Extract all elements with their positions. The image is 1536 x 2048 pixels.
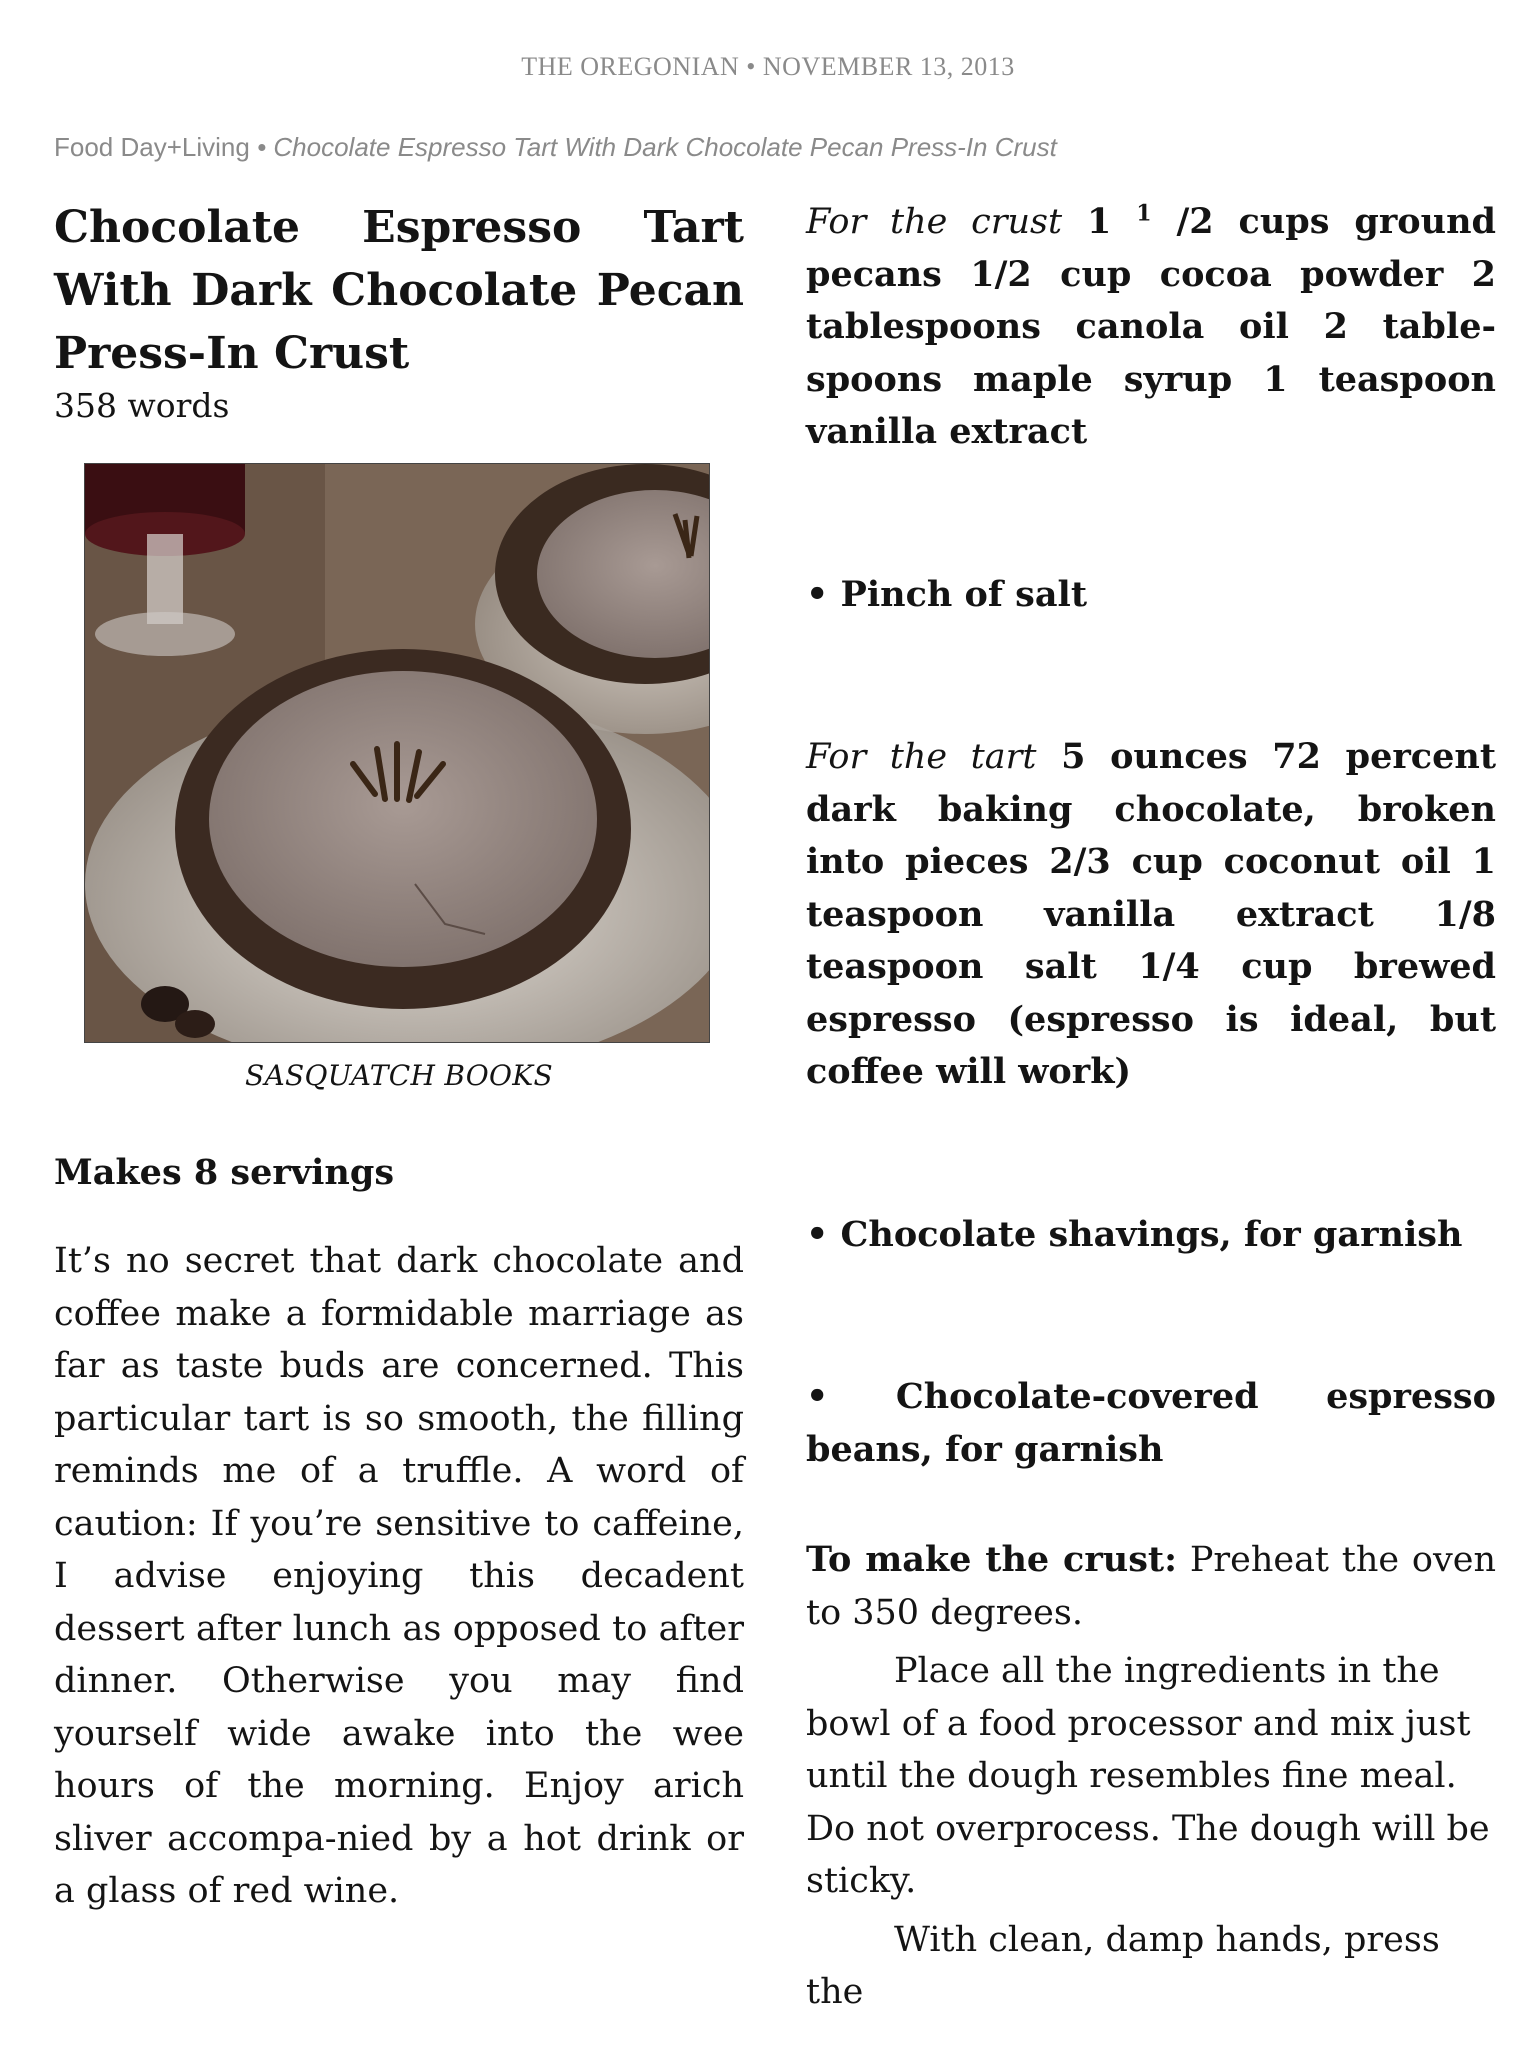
crust-step-1 [806, 1534, 1496, 1639]
garnish-beans: • Chocolate-covered espresso beans, for garnish [806, 1376, 1496, 1470]
crust-sup: 1 [1136, 200, 1152, 227]
tart-photo [84, 463, 710, 1043]
ingredient-pinch-salt: • Pinch of salt [806, 573, 1087, 615]
word-count: 358 words [54, 386, 230, 425]
article-title: Chocolate Espresso Tart With Dark Chocolate Pecan Press-In Crust [54, 202, 744, 379]
breadcrumb-section-link[interactable]: Food Day+Living [54, 132, 250, 162]
tart-ingredients-label: For the tart [806, 737, 1037, 777]
intro-paragraph: It’s no secret that dark chocolate and coffee make a formidable marriage as far as taste buds are concerned. This particular tart is so smooth, the filling reminds me of a truffle. A word of caution: If you’re sensitive to caffeine, I advise enjoying this decadent dessert after lunch as opposed to after dinner. Otherwise you may find yourself wide awake into the wee hours of the morning. Enjoy arich sliver accompa-nied by a hot drink or a glass of red wine. [54, 1241, 744, 1911]
garnish-shavings: • Chocolate shavings, for garnish [806, 1213, 1463, 1255]
tart-illustration [85, 464, 710, 1043]
crust-first-quantity: 1 [1087, 201, 1112, 242]
crust-step-3: With clean, damp hands, press the [806, 1919, 1440, 2012]
tart-ingredients-text: 5 ounces 72 percent dark baking chocolate, broken into pieces 2/3 cup coconut oil 1 teaspoon vanilla extract 1/8 teaspoon salt 1/4 cup brewed espresso (espresso is ideal, but coffee will work) [806, 736, 1496, 1092]
crust-step-1-text: Preheat the oven to 350 degrees. [806, 1540, 1496, 1633]
tart-ingredients [806, 731, 1496, 1099]
masthead: THE OREGONIAN • NOVEMBER 13, 2013 [521, 52, 1015, 81]
photo-caption: SASQUATCH BOOKS [245, 1059, 553, 1092]
breadcrumb-article-title: • Chocolate Espresso Tart With Dark Chocolate Pecan Press-In Crust [249, 132, 1057, 162]
right-column [806, 196, 1496, 2019]
crust-step-2: Place all the ingredients in the bowl of a food processor and mix just until the dough resembles fine meal. Do not overprocess. The dough will be sticky. [806, 1651, 1490, 1901]
breadcrumb [54, 132, 1484, 163]
left-column [54, 196, 744, 1918]
crust-ingredients [806, 196, 1496, 459]
crust-step-label: To make the crust: [806, 1539, 1178, 1580]
crust-ingredients-label: For the crust [806, 202, 1063, 242]
crust-ingredients-text: /2 cups ground pecans 1/2 cup cocoa powder 2 tablespoons canola oil 2 table-spoons maple syrup 1 teaspoon vanilla extract [806, 201, 1496, 452]
servings: Makes 8 servings [54, 1152, 395, 1193]
